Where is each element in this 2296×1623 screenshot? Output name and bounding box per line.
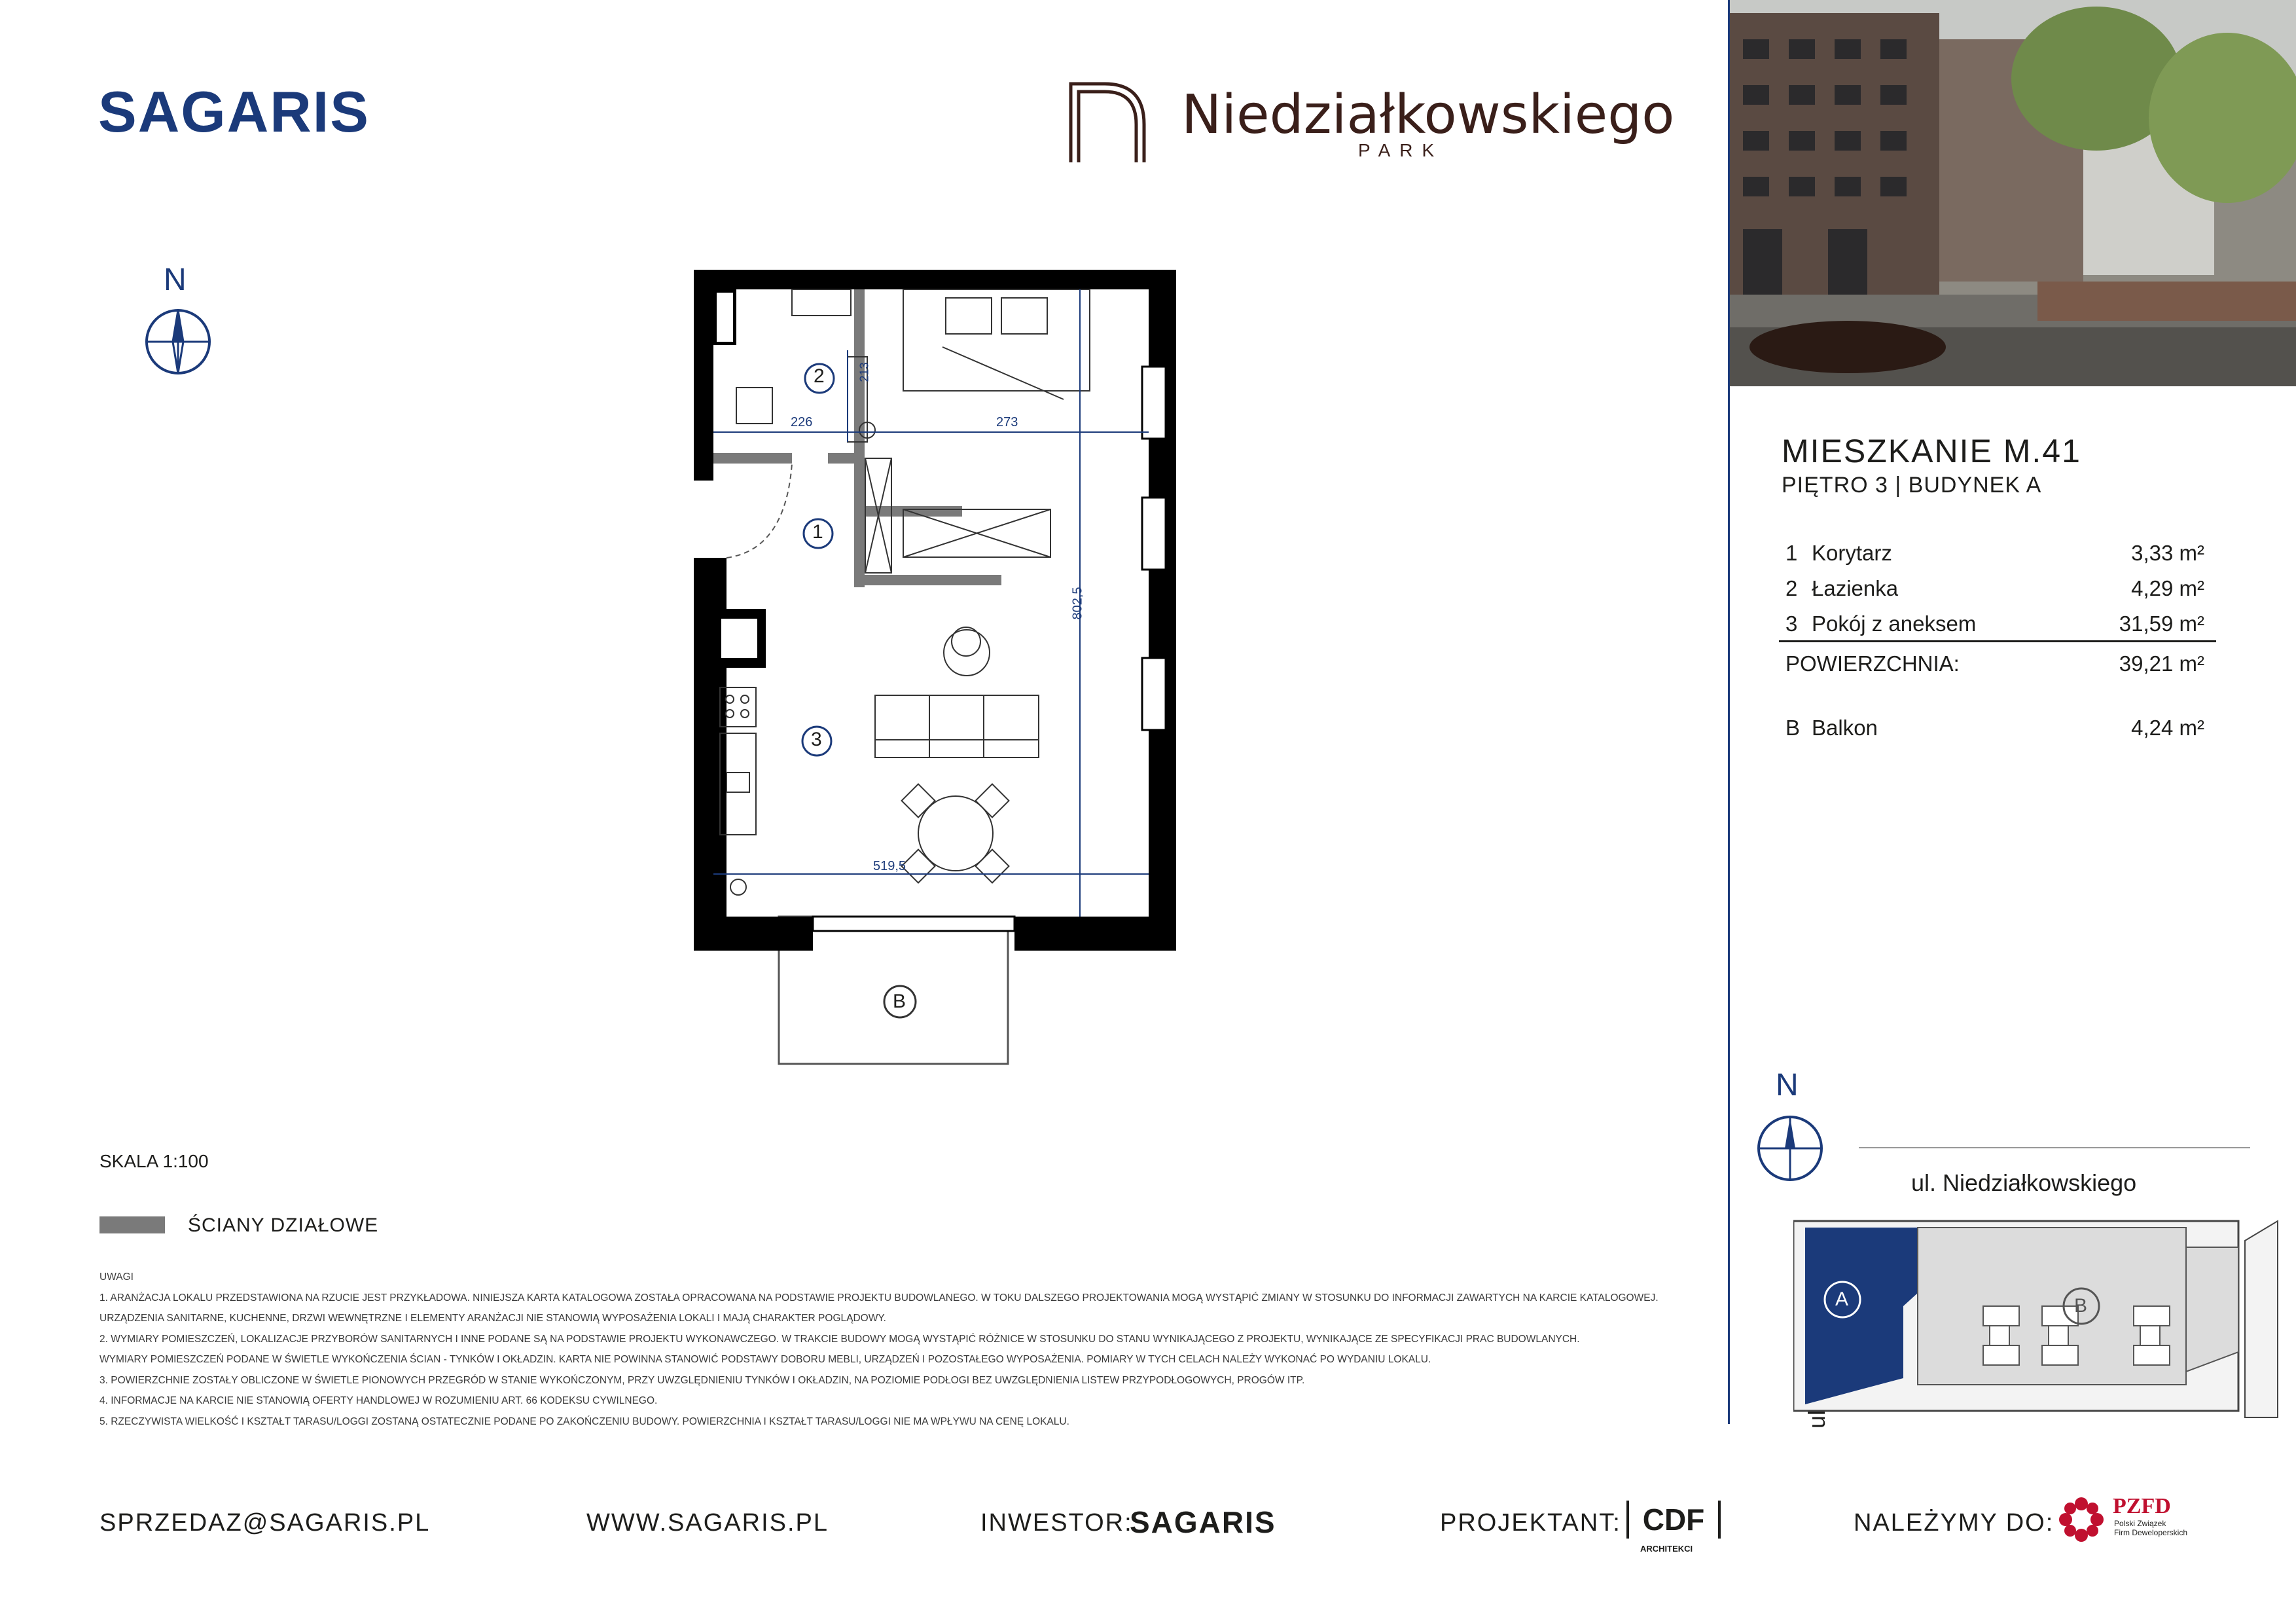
total-divider <box>1779 640 2216 642</box>
designer-logo-sub: ARCHITEKCI <box>1640 1544 1693 1554</box>
note-line: 4. INFORMACJE NA KARCIE NIE STANOWIĄ OFERTY HANDLOWEJ W ROZUMIENIU ART. 66 KODEKSU CYWILNEGO. <box>99 1395 658 1406</box>
room-area: 31,59 m² <box>2119 611 2204 636</box>
wall-bottom-right <box>1014 917 1176 951</box>
street-top: ul. Niedziałkowskiego <box>1911 1169 2137 1196</box>
project-name: Niedziałkowskiego <box>1181 84 1675 146</box>
footer-email[interactable]: SPRZEDAZ@SAGARIS.PL <box>99 1509 431 1537</box>
room-label-3: 3 <box>811 729 822 750</box>
note-line: 2. WYMIARY POMIESZCZEŃ, LOKALIZACJE PRZYBORÓW SANITARNYCH I INNE PODANE SĄ NA PODSTAWIE PROJEKTU WYKONAWCZEGO. W TRAKCIE BUDOWY MOGĄ WYSTĄPIĆ RÓŻNICE W STOSUNKU DO STANU WYNIKAJĄCEGO Z PROJEKTU, WYNIKAJĄCE ZE SPECYFIKACJI PRAC BUDOWLANYCH. <box>99 1333 1580 1345</box>
building-rendering <box>1730 0 2296 386</box>
note-line: URZĄDZENIA SANITARNE, KUCHENNE, DRZWI WEWNĘTRZNE I ELEMENTY ARANŻACJI NIE STANOWIĄ WYPOSAŻENIA LOKALI I MAJĄ CHARAKTER POGLĄDOWY. <box>99 1313 886 1324</box>
room-label-b: B <box>893 991 906 1012</box>
building-a-label: A <box>1835 1288 1849 1310</box>
room-num: 2 <box>1785 576 1798 600</box>
street-side: ul. <box>1803 1404 1831 1429</box>
window <box>1142 498 1166 570</box>
legend-swatch <box>99 1216 165 1233</box>
room-area: 4,29 m² <box>2131 576 2204 600</box>
wall-left-upper <box>694 270 713 481</box>
dim-226: 226 <box>791 415 813 429</box>
room-label-2: 2 <box>814 365 825 387</box>
investor-logo: SAGARIS <box>1130 1505 1276 1539</box>
wall-bottom-left <box>694 917 813 951</box>
dim-213: 213 <box>857 362 871 382</box>
balcony-num: B <box>1785 716 1801 740</box>
total-label: POWIERZCHNIA: <box>1785 651 1960 676</box>
project-logo-mark <box>1066 79 1151 164</box>
dim-802: 802,5 <box>1070 587 1085 620</box>
designer-logo: CDF <box>1626 1501 1721 1539</box>
site-plan <box>1793 1208 2284 1427</box>
pzfd-logo-text: PZFD <box>2113 1494 2171 1518</box>
scale-label: SKALA 1:100 <box>99 1151 209 1171</box>
dim-273: 273 <box>996 415 1018 429</box>
room-row <box>1785 541 2204 567</box>
room-name: Korytarz <box>1812 541 1892 565</box>
total-area: 39,21 m² <box>2119 651 2204 676</box>
site-north-label: N <box>1776 1068 1799 1103</box>
room-label-1: 1 <box>812 521 823 543</box>
window <box>1142 658 1166 730</box>
balcony-name: Balkon <box>1812 716 1878 740</box>
pzfd-sub <box>2114 1519 2187 1537</box>
building-b-label: B <box>2074 1295 2088 1317</box>
apartment-title: MIESZKANIE M.41 <box>1782 433 2081 469</box>
partition <box>854 289 865 587</box>
legend-label: ŚCIANY DZIAŁOWE <box>188 1214 379 1236</box>
room-num: 1 <box>1785 541 1798 565</box>
note-line: 3. POWIERZCHNIE ZOSTAŁY OBLICZONE W ŚWIETLE PIONOWYCH PRZEGRÓD W STANIE WYKOŃCZONYM, PRZY UWZGLĘDNIENIU TYNKÓW I OKŁADZIN, NA POZIOMIE PODŁOGI BEZ UWZGLĘDNIENIA LISTEW PRZYPODŁOGOWYCH, PROGÓW ITP. <box>99 1374 1305 1386</box>
north-label: N <box>164 263 187 297</box>
room-row <box>1785 576 2204 602</box>
balcony-row <box>1785 716 2204 742</box>
apartment-subtitle: PIĘTRO 3 | BUDYNEK A <box>1782 473 2042 498</box>
member-label: NALEŻYMY DO: <box>1854 1509 2054 1537</box>
room-row <box>1785 611 2204 638</box>
note-line: WYMIARY POMIESZCZEŃ PODANE W ŚWIETLE WYKOŃCZENIA ŚCIAN - TYNKÓW I OKŁADZIN. KARTA NIE POWINNA STANOWIĆ PODSTAWY DOBORU MEBLI, URZĄDZEŃ I POZOSTAŁEGO WYPOSAŻENIA. POMIARY W TYCH CELACH NALEŻY WYKONAĆ PO WYDANIU LOKALU. <box>99 1354 1431 1365</box>
partition <box>861 575 1001 585</box>
notes-title: UWAGI <box>99 1271 134 1283</box>
pzfd-sub-1: Polski Związek <box>2114 1519 2166 1528</box>
balcony-door <box>813 917 1014 931</box>
room-area: 3,33 m² <box>2131 541 2204 565</box>
project-sub: PARK <box>1358 140 1444 160</box>
investor-label: INWESTOR: <box>980 1509 1133 1537</box>
wall-top <box>694 270 1176 289</box>
site-street-line <box>1859 1147 2250 1148</box>
balcony-area: 4,24 m² <box>2131 716 2204 740</box>
floor-plan <box>681 262 1191 1080</box>
pzfd-sub-2: Firm Deweloperskich <box>2114 1528 2188 1537</box>
room-num: 3 <box>1785 611 1798 636</box>
total-row <box>1785 651 2204 678</box>
room-name: Łazienka <box>1812 576 1899 600</box>
room-name: Pokój z aneksem <box>1812 611 1977 636</box>
note-line: 5. RZECZYWISTA WIELKOŚĆ I KSZTAŁT TARASU/LOGGI ZOSTANĄ OSTATECZNIE PODANE PO ZAKOŃCZENIU BUDOWY. POWIERZCHNIA I KSZTAŁT TARASU/LOGGI NIE MA WPŁYWU NA CENĘ LOKALU. <box>99 1415 1069 1427</box>
window <box>1142 367 1166 439</box>
site-north-arrow-icon <box>1755 1113 1825 1184</box>
notes <box>99 1267 1670 1432</box>
north-arrow-icon <box>143 306 213 377</box>
footer-website[interactable]: WWW.SAGARIS.PL <box>586 1509 829 1537</box>
sagaris-logo: SAGARIS <box>98 79 370 144</box>
partition <box>713 453 792 464</box>
note-line: 1. ARANŻACJA LOKALU PRZEDSTAWIONA NA RZUCIE JEST PRZYKŁADOWA. NINIEJSZA KARTA KATALOGOWA ZOSTAŁA OPRACOWANA NA PODSTAWIE PROJEKTU BUDOWLANEGO. W TOKU DALSZEGO PROJEKTOWANIA MOGĄ WYSTĄPIĆ ZMIANY W STOSUNKU DO INFORMACJI ZAWARTYCH NA KARCIE KATALOGOWEJ. <box>99 1292 1659 1304</box>
pzfd-logo-icon <box>2056 1495 2106 1544</box>
designer-label: PROJEKTANT: <box>1440 1509 1621 1537</box>
dim-519: 519,5 <box>873 859 906 873</box>
